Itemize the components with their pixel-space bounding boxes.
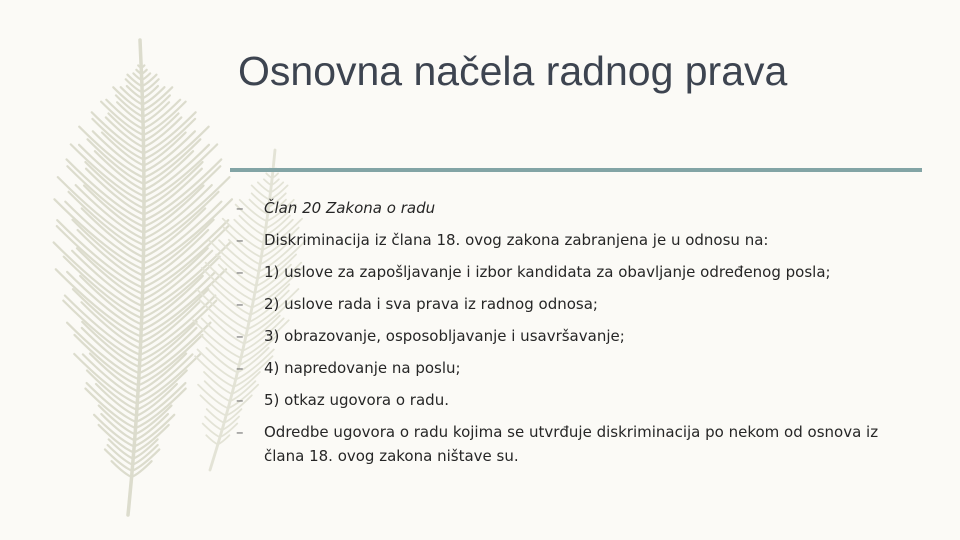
bullet-dash: – [236,359,244,377]
bullet-dash: – [236,391,244,409]
slide-title: Osnovna načela radnog prava [238,48,788,94]
bullet-item [236,356,916,380]
bullet-item [236,196,916,220]
bullet-list [236,196,916,476]
bullet-text: Diskriminacija iz člana 18. ovog zakona zabranjena je u odnosu na: [264,231,769,249]
bullet-text: 2) uslove rada i sva prava iz radnog odnosa; [264,295,598,313]
bullet-item [236,420,916,468]
bullet-item [236,388,916,412]
bullet-item [236,260,916,284]
bullet-item [236,228,916,252]
bullet-text: 1) uslove za zapošljavanje i izbor kandidata za obavljanje određenog posla; [264,263,831,281]
bullet-text: Član 20 Zakona o radu [264,199,436,217]
title-divider [230,168,922,172]
bullet-item [236,324,916,348]
bullet-text: Odredbe ugovora o radu kojima se utvrđuje diskriminacija po nekom od osnova iz člana 18. ovog zakona ništave su. [264,423,879,465]
bullet-dash: – [236,199,244,217]
bullet-item [236,292,916,316]
bullet-text: 3) obrazovanje, osposobljavanje i usavršavanje; [264,327,625,345]
bullet-dash: – [236,327,244,345]
bullet-text: 5) otkaz ugovora o radu. [264,391,449,409]
bullet-dash: – [236,295,244,313]
bullet-dash: – [236,423,244,441]
bullet-dash: – [236,231,244,249]
bullet-text: 4) napredovanje na poslu; [264,359,461,377]
bullet-dash: – [236,263,244,281]
